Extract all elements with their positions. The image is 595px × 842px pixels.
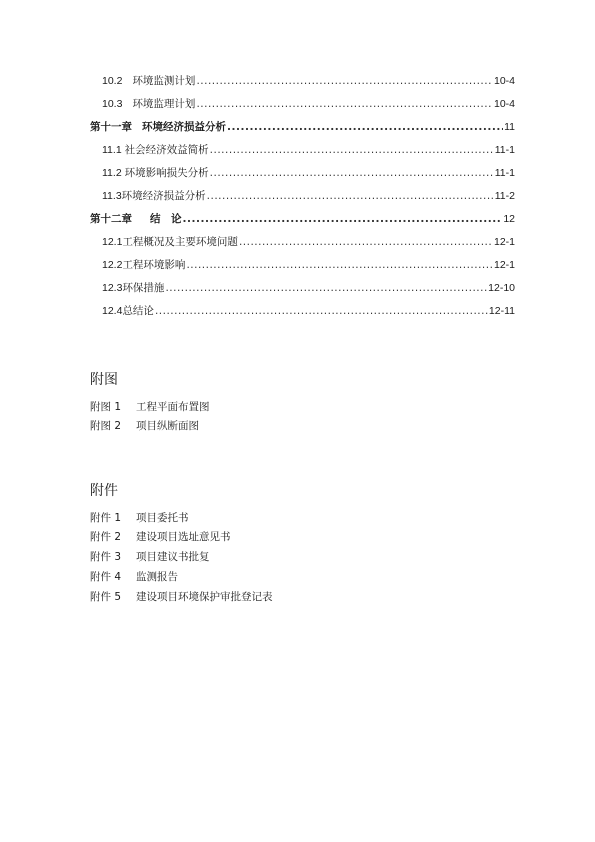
toc-entry[interactable] [102,97,515,111]
toc-number: 12.3 [102,282,123,294]
toc-entry[interactable] [102,166,515,180]
toc-label: 环境监理计划 [132,98,196,110]
toc-label: 结 论 [150,213,182,225]
toc-leader [207,189,494,203]
figures-section-title: 附图 [90,372,118,388]
attachment-label: 项目委托书 [136,512,189,524]
attachment-item[interactable] [90,570,178,584]
toc-page: 10-4 [493,98,515,110]
toc-leader [183,212,503,226]
figure-number: 附图 1 [90,401,122,413]
toc-label: 总结论 [122,305,154,317]
toc-page: 12-10 [488,282,515,294]
toc-chapter-entry[interactable] [90,120,515,134]
figure-label: 工程平面布置图 [136,401,210,413]
toc-label: 工程概况及主要环境问题 [122,236,238,248]
toc-number: 12.1 [102,236,123,248]
toc-leader [155,304,488,318]
attachment-item[interactable] [90,511,189,525]
toc-number: 11.2 [102,167,122,179]
toc-chapter-entry[interactable] [90,212,515,226]
toc-number: 第十一章 [90,121,132,133]
toc-page: 12-1 [493,259,515,271]
toc-page: 10-4 [493,75,515,87]
toc-label: 环境监测计划 [132,75,196,87]
toc-label: 工程环境影响 [122,259,186,271]
toc-page: 11-2 [494,190,515,202]
toc-label: 社会经济效益简析 [124,144,209,156]
attachment-number: 附件 2 [90,531,122,543]
toc-entry[interactable] [102,189,515,203]
attachments-section-title: 附件 [90,483,118,499]
toc-entry[interactable] [102,304,515,318]
attachment-label: 项目建议书批复 [136,551,210,563]
attachment-number: 附件 5 [90,591,122,603]
attachment-label: 监测报告 [136,571,178,583]
attachment-item[interactable] [90,530,231,544]
toc-leader [239,235,493,249]
attachment-number: 附件 1 [90,512,122,524]
attachment-item[interactable] [90,590,273,604]
figure-label: 项目纵断面图 [136,420,199,432]
toc-leader [210,166,494,180]
attachment-label: 建设项目环境保护审批登记表 [136,591,273,603]
toc-entry[interactable] [102,235,515,249]
toc-entry[interactable] [102,258,515,272]
toc-number: 12.2 [102,259,123,271]
toc-number: 10.2 [102,75,123,87]
toc-leader [227,120,503,134]
figure-number: 附图 2 [90,420,122,432]
toc-entry[interactable] [102,143,515,157]
toc-leader [165,281,487,295]
toc-page: 11-1 [494,167,515,179]
toc-leader [196,97,493,111]
toc-page: 11-1 [494,144,515,156]
attachment-number: 附件 3 [90,551,122,563]
toc-entry[interactable] [102,74,515,88]
toc-number: 第十二章 [90,213,132,225]
toc-number: 12.4 [102,305,123,317]
toc-entry[interactable] [102,281,515,295]
toc-leader [210,143,494,157]
toc-label: 环境影响损失分析 [124,167,209,179]
toc-leader [196,74,493,88]
toc-number: 10.3 [102,98,123,110]
figure-item[interactable] [90,419,199,433]
toc-number: 11.3 [102,190,122,202]
toc-page: 12 [503,213,515,225]
attachment-label: 建设项目选址意见书 [136,531,231,543]
toc-label: 环境经济损益分析 [142,121,226,133]
toc-page: 12-1 [493,236,515,248]
toc-number: 11.1 [102,144,122,156]
toc-page: 12-11 [488,305,515,317]
toc-leader [186,258,493,272]
toc-label: 环保措施 [122,282,165,294]
attachment-number: 附件 4 [90,571,122,583]
toc-page: 11 [504,121,515,133]
attachment-item[interactable] [90,550,210,564]
figure-item[interactable] [90,400,210,414]
toc-label: 环境经济损益分析 [121,190,206,202]
